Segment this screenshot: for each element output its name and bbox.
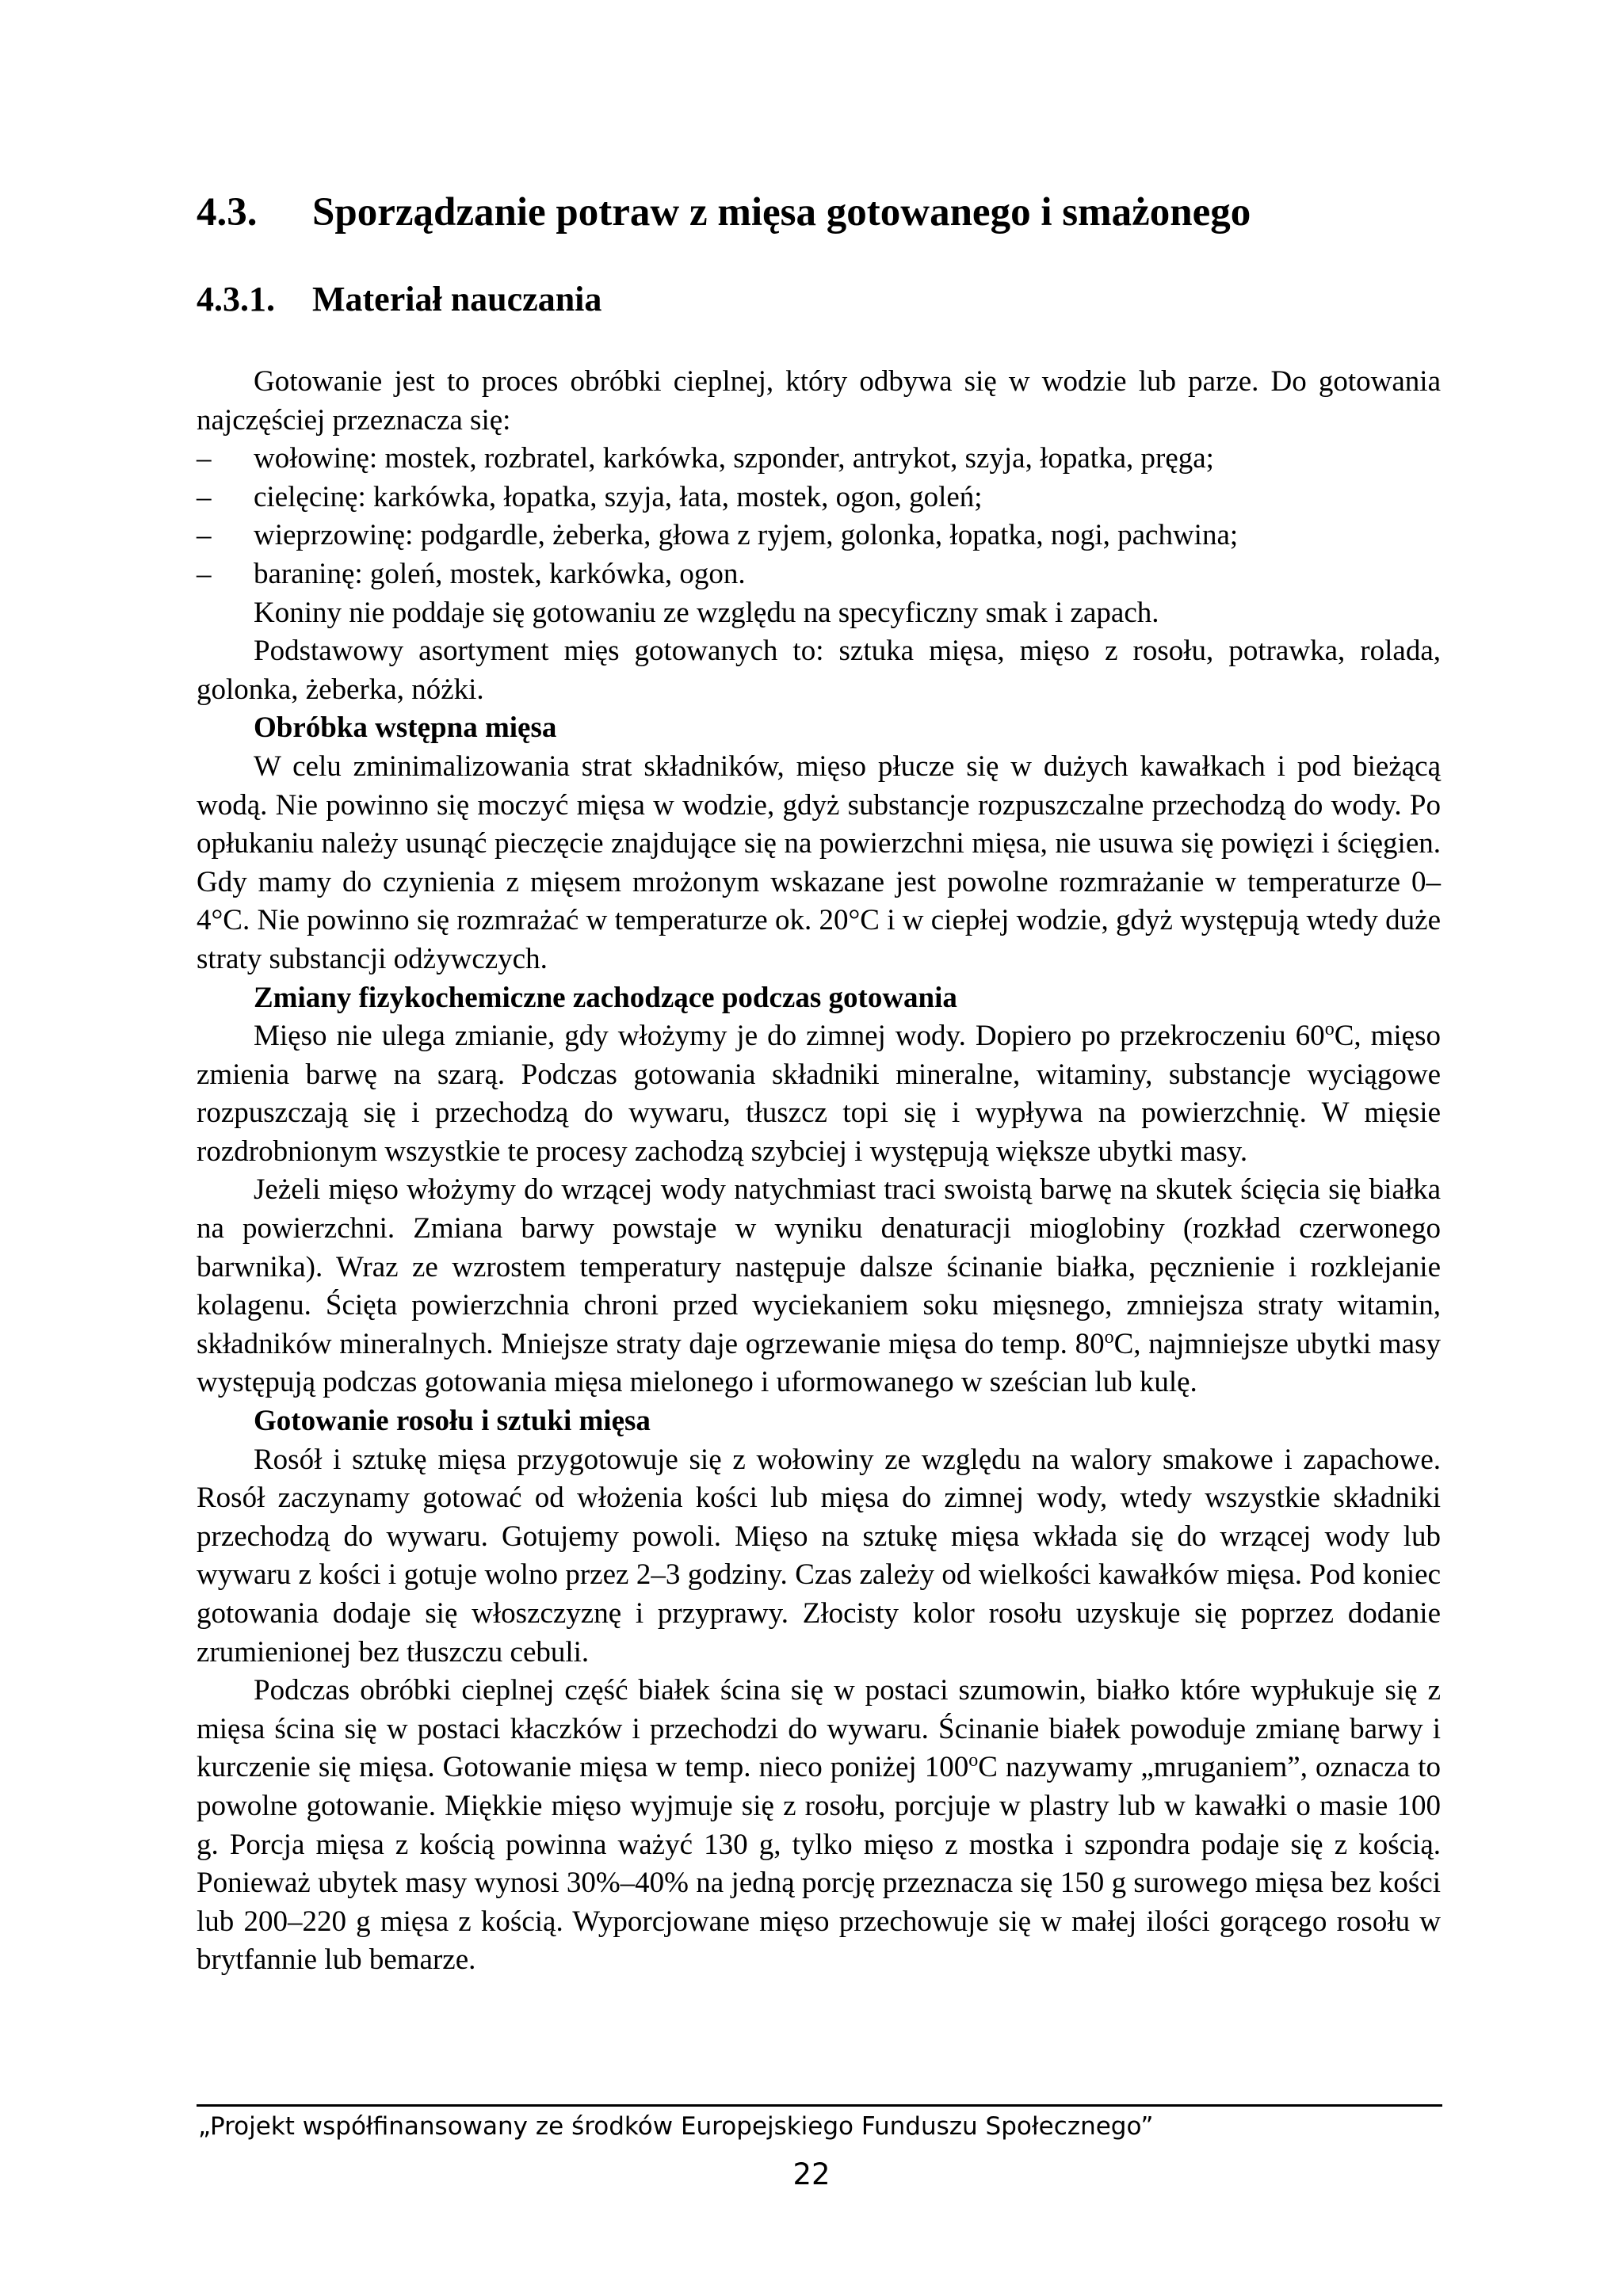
subsection-number: 4.3.1.: [197, 280, 275, 318]
list-dash: –: [197, 480, 212, 513]
footer-divider: [197, 2104, 1442, 2107]
paragraph: Podczas obróbki cieplnej część białek ścina się w postaci szumowin, białko które wypłukuje się z mięsa ścina się w postaci kłaczków i przechodzi do wywaru. Ścinanie białek powoduje zmianę barwy i kurczenie się mięsa. Gotowanie mięsa w temp. nieco poniżej 100$^o$C nazywamy „mruganiem”, oznacza to powolne gotowanie. Miękkie mięso wyjmuje się z rosołu, porcjuje w plastry lub w kawałki o masie 100 g. Porcja mięsa z kością powinna ważyć 130 g, tylko mięso z mostka i szpondra podaje się z kością. Ponieważ ubytek masy wynosi 30%–40% na jedną porcję przeznacza się 150 g surowego mięsa bez kości lub 200–220 g mięsa z kością. Wyporcjowane mięso przechowuje się w małej ilości gorącego rosołu w brytfannie lub bemarze.: [197, 1674, 1442, 1977]
list-item: – wołowinę: mostek, rozbratel, karkówka, szponder, antrykot, szyja, łopatka, pręga;: [197, 440, 1441, 479]
paragraph: Jeżeli mięso włożymy do wrzącej wody natychmiast traci swoistą barwę na skutek ścięcia się białka na powierzchni. Zmiana barwy powstaje w wyniku denaturacji mioglobiny (rozkład czerwonego barwnika). Wraz ze wzrostem temperatury następuje dalsze ścinanie białka, pęcznienie i rozklejanie kolagenu. Ścięta powierzchnia chroni przed wyciekaniem soku mięsnego, zmniejsza straty witamin, składników mineralnych. Mniejsze straty daje ogrzewanie mięsa do temp. 80$^o$C, najmniejsze ubytki masy występują podczas gotowania mięsa mielonego i uformowanego w sześcian lub kulę.: [197, 1173, 1441, 1399]
meat-cuts-list: [197, 440, 1441, 593]
list-dash: –: [197, 442, 212, 475]
list-dash: –: [197, 519, 212, 552]
intro-paragraph: Gotowanie jest to proces obróbki cieplnej, który odbywa się w wodzie lub parze. Do gotowania najczęściej przeznacza się:: [197, 365, 1441, 437]
subsection-title: Materiał nauczania: [312, 280, 602, 318]
section-title: Sporządzanie potraw z mięsa gotowanego i smażonego: [312, 190, 1251, 235]
list-item: – baraninę: goleń, mostek, karkówka, ogon.: [197, 555, 1441, 594]
list-item: – wieprzowinę: podgardle, żeberka, głowa z ryjem, golonka, łopatka, nogi, pachwina;: [197, 517, 1441, 555]
subsection-heading: [197, 277, 1441, 322]
list-dash: –: [197, 557, 212, 590]
paragraph: Rosół i sztukę mięsa przygotowuje się z wołowiny ze względu na walory smakowe i zapachowe. Rosół zaczynamy gotować od włożenia kości lub mięsa do zimnej wody, wtedy wszystkie składniki przechodzą do wywaru. Gotujemy powoli. Mięso na sztukę mięsa wkłada się do wrzącej wody lub wywaru z kości i gotuje wolno przez 2–3 godziny. Czas zależy od wielkości kawałków mięsa. Pod koniec gotowania dodaje się włoszczyznę i przyprawy. Złocisty kolor rosołu uzyskuje się poprzez dodanie zrumienionej bez tłuszczu cebuli.: [197, 1443, 1441, 1669]
paragraph-asortyment: Podstawowy asortyment mięs gotowanych to: sztuka mięsa, mięso z rosołu, potrawka, rolada, golonka, żeberka, nóżki.: [197, 635, 1441, 706]
paragraph: Mięso nie ulega zmianie, gdy włożymy je do zimnej wody. Dopiero po przekroczeniu 60$^o$C, mięso zmienia barwę na szarą. Podczas gotowania składniki mineralne, witaminy, substancje wyciągowe rozpuszczają się i przechodzą do wywaru, tłuszcz topi się i wypływa na powierzchnię. W mięsie rozdrobnionym wszystkie te procesy zachodzą szybciej i występują większe ubytki masy.: [197, 1019, 1442, 1168]
subtopic-heading: Obróbka wstępna mięsa: [254, 711, 557, 745]
list-item: – cielęcinę: karkówka, łopatka, szyja, łata, mostek, ogon, goleń;: [197, 479, 1441, 517]
subtopic-heading: Gotowanie rosołu i sztuki mięsa: [254, 1405, 651, 1438]
subtopic-heading: Zmiany fizykochemiczne zachodzące podczas gotowania: [254, 981, 957, 1014]
page-content: [197, 187, 1441, 1980]
page-number: 22: [792, 2157, 831, 2191]
section-number: 4.3.: [197, 190, 258, 235]
paragraph-koniny: Koniny nie poddaje się gotowaniu ze względu na specyficzny smak i zapach.: [254, 596, 1159, 629]
footer-text: „Projekt współfinansowany ze środków Europejskiego Funduszu Społecznego”: [198, 2112, 1154, 2141]
paragraph: W celu zminimalizowania strat składników, mięso płucze się w dużych kawałkach i pod bieżącą wodą. Nie powinno się moczyć mięsa w wodzie, gdyż substancje rozpuszczalne przechodzą do wody. Po opłukaniu należy usunąć pieczęcie znajdujące się na powierzchni mięsa, nie usuwa się powięzi i ścięgien. Gdy mamy do czynienia z mięsem mrożonym wskazane jest powolne rozmrażanie w temperaturze 0–4°C. Nie powinno się rozmrażać w temperaturze ok. 20°C i w ciepłej wodzie, gdyż występują wtedy duże straty substancji odżywczych.: [197, 749, 1441, 975]
section-heading: [197, 187, 1441, 238]
